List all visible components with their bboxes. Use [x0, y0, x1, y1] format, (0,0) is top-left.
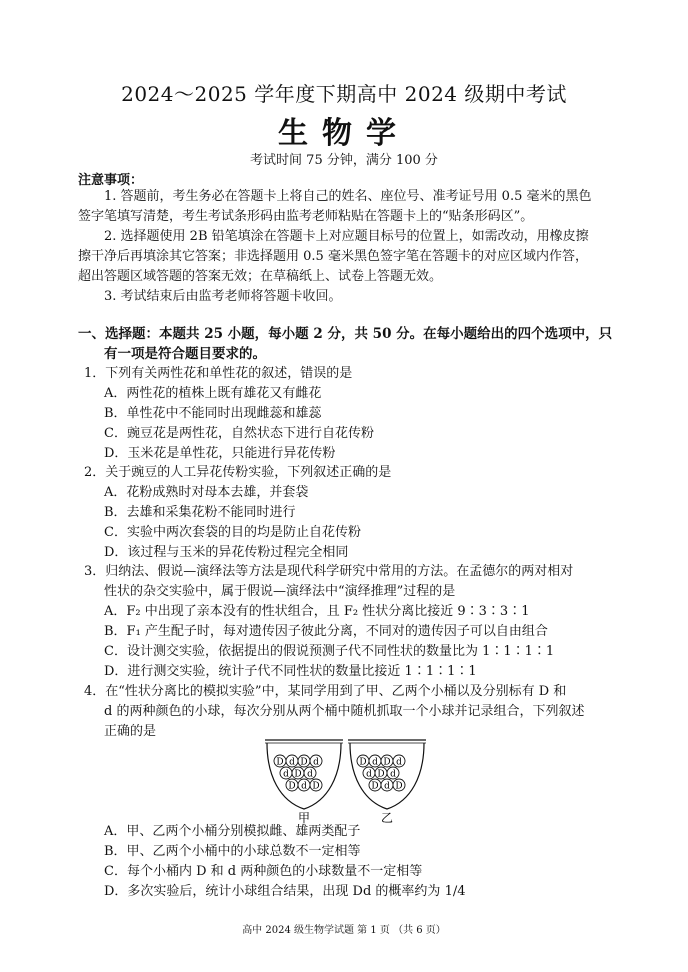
q4-option-c: C．每个小桶内 D 和 d 两种颜色的小球数量不一定相等: [104, 864, 423, 879]
ball-right-6: [375, 767, 387, 780]
svg-text:D: D: [294, 769, 302, 780]
svg-text:D: D: [359, 757, 367, 768]
notice-line-6: 3. 考试结束后由监考老师将答题卡收回。: [104, 289, 342, 304]
q1-option-b: B．单性花中不能同时出现雌蕊和雄蕊: [104, 406, 322, 421]
svg-text:D: D: [276, 757, 284, 768]
q3-option-a: A．F₂ 中出现了亲本没有的性状组合，且 F₂ 性状分离比接近 9∶3∶3∶1: [104, 604, 530, 619]
q1-stem: 1．下列有关两性花和单性花的叙述，错误的是: [84, 366, 353, 381]
exam-title: 2024～2025 学年度下期高中 2024 级期中考试: [121, 82, 567, 106]
svg-text:d: d: [390, 769, 396, 780]
exam-time-info: 考试时间 75 分钟，满分 100 分: [250, 153, 438, 168]
bucket-left: [265, 740, 343, 825]
q1-option-d: D．玉米花是单性花，只能进行异花传粉: [104, 446, 336, 461]
ball-right-1: [357, 755, 369, 768]
bucket-figure: [0, 736, 688, 826]
q4-stem-line-2: d 的两种颜色的小球，每次分别从两个桶中随机抓取一个小球并记录组合，下列叙述: [104, 704, 585, 719]
svg-text:D: D: [312, 781, 320, 792]
svg-text:d: d: [307, 769, 313, 780]
ball-right-9: [381, 779, 393, 792]
q4-option-b: B．甲、乙两个小桶中的小球总数不一定相等: [104, 844, 361, 859]
notice-line-4: 擦干净后再填涂其它答案；非选择题用 0.5 毫米黑色签字笔在答题卡的对应区域内作答，: [78, 249, 588, 264]
q4-stem-line-1: 4．在“性状分离比的模拟实验”中，某同学用到了甲、乙两个小桶以及分别标有 D 和: [84, 684, 567, 699]
svg-text:d: d: [301, 781, 307, 792]
q3-option-d: D．进行测交实验，统计子代不同性状的数量比接近 1∶1∶1∶1: [104, 664, 477, 679]
svg-text:d: d: [396, 757, 402, 768]
bucket-right: [348, 740, 426, 825]
q4-option-d: D．多次实验后，统计小球组合结果，出现 Dd 的概率约为 1/4: [104, 884, 466, 899]
svg-text:D: D: [383, 757, 391, 768]
q1-option-a: A．两性花的植株上既有雄花又有雌花: [104, 386, 322, 401]
q4-stem-line-3: 正确的是: [104, 724, 157, 739]
bucket-left-label: 甲: [297, 811, 311, 825]
ball-left-3: [298, 755, 310, 768]
svg-text:d: d: [366, 769, 372, 780]
ball-right-3: [381, 755, 393, 768]
svg-text:D: D: [371, 781, 379, 792]
ball-right-2: [369, 755, 381, 768]
q3-stem-line-1: 3．归纳法、假说—演绎法等方法是现代科学研究中常用的方法。在孟德尔的两对相对: [84, 564, 574, 579]
ball-left-9: [298, 779, 310, 792]
svg-text:D: D: [300, 757, 308, 768]
svg-text:d: d: [283, 769, 289, 780]
ball-left-8: [286, 779, 298, 792]
q2-option-c: C．实验中两次套袋的目的均是防止自花传粉: [104, 525, 361, 540]
section-heading-line-1: 一、选择题：本题共 25 小题，每小题 2 分，共 50 分。在每小题给出的四个选项中，只: [78, 326, 613, 342]
ball-right-7: [387, 767, 399, 780]
notice-line-1: 1. 答题前，考生务必在答题卡上将自己的姓名、座位号、准考证号用 0.5 毫米的黑色: [104, 189, 592, 204]
ball-left-2: [286, 755, 298, 768]
q3-option-c: C．设计测交实验，依据提出的假说预测子代不同性状的数量比为 1∶1∶1∶1: [104, 644, 555, 659]
ball-left-1: [274, 755, 286, 768]
svg-text:d: d: [289, 757, 295, 768]
notice-line-3: 2. 选择题使用 2B 铅笔填涂在答题卡上对应题目标号的位置上，如需改动，用橡皮擦: [104, 229, 589, 244]
q3-option-b: B．F₁ 产生配子时，每对遗传因子彼此分离，不同对的遗传因子可以自由组合: [104, 624, 548, 639]
notice-title: 注意事项：: [78, 173, 144, 188]
ball-left-4: [310, 755, 322, 768]
svg-text:D: D: [377, 769, 385, 780]
subject-title: 生物学: [278, 116, 410, 151]
svg-text:D: D: [288, 781, 296, 792]
svg-text:d: d: [384, 781, 390, 792]
ball-right-4: [393, 755, 405, 768]
q4-option-a: A．甲、乙两个小桶分别模拟雌、雄两类配子: [104, 824, 361, 839]
section-heading-line-2: 有一项是符合题目要求的。: [104, 346, 266, 362]
notice-line-2: 签字笔填写清楚，考生考试条形码由监考老师粘贴在答题卡上的“贴条形码区”。: [78, 209, 534, 224]
ball-right-10: [393, 779, 405, 792]
notice-line-5: 超出答题区域答题的答案无效；在草稿纸上、试卷上答题无效。: [78, 269, 443, 284]
ball-left-5: [280, 767, 292, 780]
q3-stem-line-2: 性状的杂交实验中，属于假说—演绎法中“演绎推理”过程的是: [104, 584, 456, 599]
q2-stem: 2．关于豌豆的人工异花传粉实验，下列叙述正确的是: [84, 465, 392, 480]
bucket-right-label: 乙: [380, 811, 394, 825]
svg-text:d: d: [313, 757, 319, 768]
q2-option-d: D．该过程与玉米的异花传粉过程完全相同: [104, 545, 349, 560]
q1-option-c: C．豌豆花是两性花，自然状态下进行自花传粉: [104, 426, 374, 441]
ball-right-8: [369, 779, 381, 792]
ball-left-6: [292, 767, 304, 780]
svg-text:d: d: [372, 757, 378, 768]
ball-left-7: [304, 767, 316, 780]
q2-option-a: A．花粉成熟时对母本去雄，并套袋: [104, 485, 309, 500]
page-footer: 高中 2024 级生物学试题 第 1 页 （共 6 页）: [242, 925, 446, 936]
svg-text:D: D: [395, 781, 403, 792]
ball-right-5: [363, 767, 375, 780]
ball-left-10: [310, 779, 322, 792]
q2-option-b: B．去雄和采集花粉不能同时进行: [104, 505, 296, 520]
